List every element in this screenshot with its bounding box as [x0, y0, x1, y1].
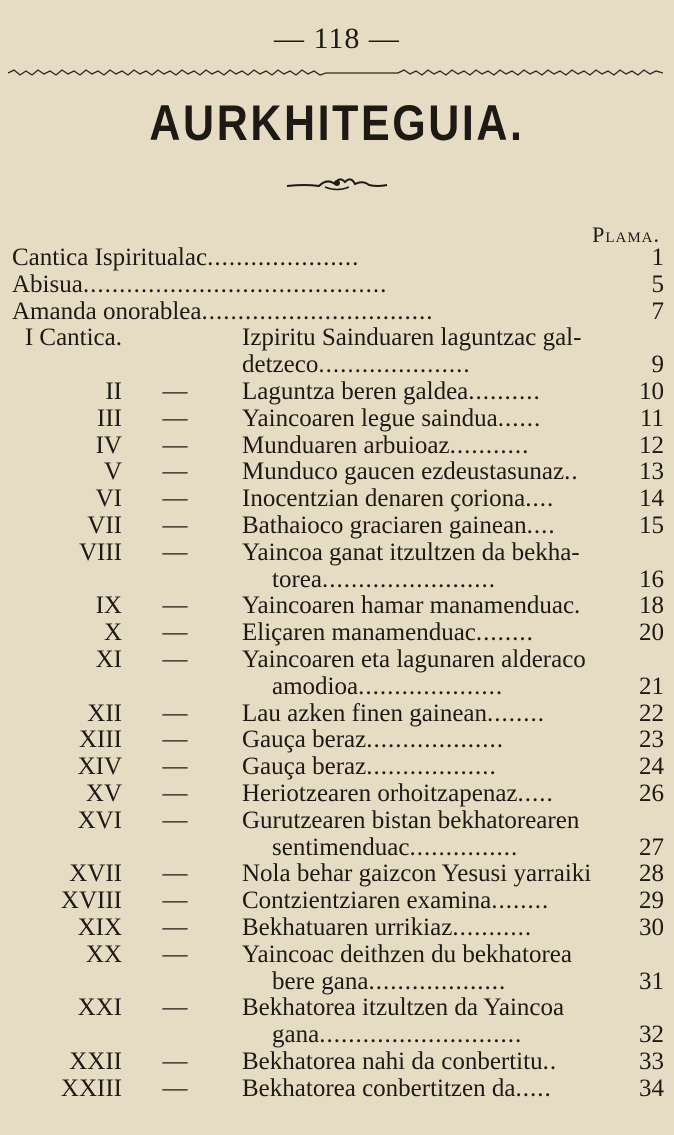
entry-title [242, 754, 497, 780]
entry-title-text: Yaincoa ganat itzultzen da bekha- [242, 538, 580, 566]
page-ref: 26 [639, 780, 664, 807]
entry-dash: — [162, 753, 188, 781]
page-ref: 5 [651, 270, 664, 298]
entry-dash: — [162, 1074, 188, 1102]
entry-title [12, 245, 359, 271]
toc-entry [0, 620, 674, 646]
entry-title [242, 1049, 557, 1075]
entry-title-text: gana [272, 1021, 320, 1049]
entry-title [242, 915, 532, 941]
entry-title-text: Amanda onorablea [12, 297, 202, 325]
entry-title [272, 835, 518, 861]
page-ref: 22 [639, 699, 664, 727]
toc-entry [0, 701, 674, 727]
toc-entry [0, 674, 674, 700]
page-ref: 9 [651, 351, 664, 379]
leader-dots: ............................ [319, 1021, 523, 1049]
entry-title [242, 593, 580, 619]
leader-dots: .......................................... [82, 270, 388, 298]
entry-title-text: Bathaioco graciaren gainean [242, 512, 527, 539]
entry-title [272, 674, 503, 700]
entry-dash: — [162, 404, 188, 432]
entry-title [242, 406, 541, 432]
leader-dots: .................... [358, 672, 504, 700]
toc-entry [0, 861, 674, 887]
chapter-number: XVI [77, 806, 122, 834]
entry-title [242, 433, 529, 459]
entry-title [242, 888, 549, 914]
entry-title-text: Gauça beraz [242, 726, 367, 754]
chapter-number: III [97, 404, 122, 432]
chapter-number: IV [95, 431, 122, 459]
page-ref: 16 [639, 565, 664, 593]
toc-entry [0, 245, 674, 271]
toc-entry [0, 1022, 674, 1048]
leader-dots: ..................... [318, 351, 471, 379]
entry-dash: — [162, 431, 188, 459]
toc-entry [0, 406, 674, 432]
entry-title [242, 1076, 552, 1102]
entry-title-text: Inocentzian denaren çoriona [242, 485, 526, 513]
page-ref: 18 [639, 592, 664, 620]
toc-entry [0, 325, 674, 351]
entry-title [242, 861, 591, 887]
entry-title-text: Gurutzearen bistan bekhatorearen [242, 806, 580, 834]
entry-dash: — [162, 726, 188, 754]
leader-dots: ........ [475, 619, 534, 647]
leader-dots: ........... [452, 914, 533, 941]
leader-dots: ........................ [321, 565, 496, 593]
entry-title [272, 1022, 522, 1048]
leader-dots: ........ [487, 699, 546, 727]
toc-entry [0, 486, 674, 512]
entry-title [242, 379, 541, 405]
chapter-number: XII [87, 699, 122, 727]
chapter-number: XV [85, 780, 122, 807]
chapter-number: XIII [78, 726, 122, 754]
leader-dots: ........... [449, 431, 530, 459]
page-ref: 34 [639, 1074, 664, 1102]
page-ref: 23 [639, 726, 664, 754]
leader-dots: .... [525, 485, 555, 513]
entry-title-text: sentimenduac [272, 833, 410, 861]
leader-dots: .......... [468, 378, 541, 405]
entry-title-text: Laguntza beren galdea [242, 378, 469, 405]
entry-title [242, 701, 545, 727]
entry-title [242, 647, 586, 673]
toc-entry [0, 513, 674, 539]
entry-dash: — [162, 646, 188, 673]
decorative-rule [8, 68, 663, 78]
leader-dots: ..................... [207, 244, 360, 271]
chapter-number: XXI [77, 994, 122, 1022]
toc-entry [0, 727, 674, 753]
toc-entry [0, 433, 674, 459]
chapter-number: XXII [69, 1048, 122, 1075]
entry-title-text: Bekhatorea itzultzen da Yaincoa [242, 994, 565, 1022]
entry-dash: — [162, 699, 188, 727]
leader-dots: ..... [515, 1074, 552, 1102]
toc-entry [0, 781, 674, 807]
leader-dots: ................... [366, 726, 504, 754]
page-ref: 31 [639, 967, 664, 995]
toc-entry [0, 915, 674, 941]
leader-dots: ...... [497, 404, 542, 432]
entry-title-text: Munduaren arbuioaz [242, 431, 450, 459]
entry-dash: — [162, 458, 188, 486]
toc-entry [0, 540, 674, 566]
entry-dash: — [162, 940, 188, 968]
entry-dash: — [162, 512, 188, 539]
entry-title [12, 299, 434, 325]
page-column-header: Plama. [592, 222, 660, 247]
chapter-number: IX [95, 592, 122, 620]
toc-entry [0, 593, 674, 619]
entry-dash: — [162, 806, 188, 834]
page-ref: 29 [639, 887, 664, 915]
page-ref: 28 [639, 860, 664, 888]
toc-entry [0, 647, 674, 673]
toc-entry [0, 567, 674, 593]
page-ref: 20 [639, 619, 664, 647]
chapter-number: XIV [77, 753, 122, 781]
toc-entry [0, 1076, 674, 1102]
toc-entry [0, 969, 674, 995]
entry-title [242, 459, 579, 485]
entry-title [242, 781, 554, 807]
toc-entry [0, 299, 674, 325]
leader-dots: ........ [491, 887, 550, 915]
entry-dash: — [162, 592, 188, 620]
page-ref: 1 [651, 244, 664, 271]
entry-title-text: Nola behar gaizcon Yesusi yarraiki [242, 860, 592, 888]
entry-title [12, 272, 387, 298]
toc-entry [0, 379, 674, 405]
entry-title-text: Heriotzearen orhoitzapenaz [242, 780, 518, 807]
chapter-number: XIX [77, 914, 122, 941]
chapter-number: I Cantica. [24, 324, 122, 352]
chapter-number: XXIII [60, 1074, 122, 1102]
page-ref: 13 [639, 458, 664, 486]
page-ref: 14 [639, 485, 664, 513]
chapter-number: VI [95, 485, 122, 513]
entry-dash: — [162, 994, 188, 1022]
page-ref: 21 [639, 672, 664, 700]
entry-title-text: Contzientziaren examina [242, 887, 492, 915]
entry-title-text: Yaincoaren legue saindua [242, 404, 498, 432]
toc-entry [0, 754, 674, 780]
page-title: AURKHITEGUIA. [149, 95, 525, 151]
toc-entry [0, 835, 674, 861]
chapter-number: XI [95, 646, 122, 673]
page-ref: 24 [639, 753, 664, 781]
entry-title [242, 620, 534, 646]
entry-title [272, 969, 506, 995]
entry-title [242, 486, 554, 512]
chapter-number: XX [85, 940, 122, 968]
entry-dash: — [162, 485, 188, 513]
toc-entry [0, 808, 674, 834]
chapter-number: VII [87, 512, 122, 539]
toc-entry [0, 888, 674, 914]
entry-title-text: torea [272, 565, 322, 593]
entry-title-text: Bekhatorea conbertitzen da [242, 1074, 516, 1102]
leader-dots: .. [564, 458, 579, 486]
leader-dots: .................. [366, 753, 497, 781]
entry-title [242, 942, 572, 968]
entry-dash: — [162, 780, 188, 807]
entry-title-text: Bekhatuaren urrikiaz [242, 914, 453, 941]
entry-title-text: Munduco gaucen ezdeustasunaz [242, 458, 565, 486]
leader-dots: .... [526, 512, 556, 539]
entry-dash: — [162, 860, 188, 888]
page-number: — 118 — [274, 22, 400, 55]
entry-title-text: detzeco [242, 351, 319, 379]
chapter-number: VIII [78, 538, 122, 566]
chapter-number: XVIII [60, 887, 122, 915]
entry-title [272, 567, 496, 593]
entry-dash: — [162, 378, 188, 405]
entry-title-text: Bekhatorea nahi da conbertitu [242, 1048, 543, 1075]
entry-title-text: bere gana [272, 967, 369, 995]
entry-title [242, 325, 581, 351]
entry-title-text: Yaincoaren hamar manamenduac. [242, 592, 581, 620]
page-ref: 11 [639, 404, 664, 432]
entry-title-text: Abisua [12, 270, 83, 298]
chapter-number: V [103, 458, 122, 486]
page-ref: 10 [639, 378, 664, 405]
entry-title-text: Eliçaren manamenduac [242, 619, 476, 647]
toc-entry [0, 942, 674, 968]
page-ref: 33 [639, 1048, 664, 1075]
leader-dots: ............... [409, 833, 519, 861]
page-ref: 7 [651, 297, 664, 325]
entry-dash: — [162, 619, 188, 647]
entry-dash: — [162, 914, 188, 941]
toc-entry [0, 352, 674, 378]
chapter-number: II [105, 378, 122, 405]
page-ref: 12 [639, 431, 664, 459]
toc-entry [0, 1049, 674, 1075]
entry-title [242, 513, 556, 539]
leader-dots: ................................ [201, 297, 434, 325]
entry-title-text: Yaincoac deithzen du bekhatorea [242, 940, 572, 968]
entry-title [242, 995, 564, 1021]
entry-title-text: Yaincoaren eta lagunaren alderaco [242, 646, 586, 673]
page-ref: 30 [639, 914, 664, 941]
leader-dots: .. [542, 1048, 558, 1075]
entry-title [242, 352, 471, 378]
entry-title [242, 540, 580, 566]
entry-dash: — [162, 1048, 188, 1075]
leader-dots: ..... [517, 780, 554, 807]
leader-dots: ................... [368, 967, 507, 995]
toc-entry [0, 459, 674, 485]
ornament-icon [285, 172, 389, 196]
chapter-number: X [103, 619, 122, 647]
entry-title-text: Lau azken finen gainean [242, 699, 488, 727]
entry-title-text: amodioa [272, 672, 359, 700]
entry-dash: — [162, 538, 188, 566]
entry-title-text: Gauça beraz [242, 753, 367, 781]
chapter-number: XVII [69, 860, 122, 888]
entry-title-text: Cantica Ispiritualac [12, 244, 208, 271]
entry-title [242, 727, 504, 753]
page-ref: 32 [639, 1021, 664, 1049]
entry-title-text: Izpiritu Sainduaren laguntzac gal- [242, 324, 582, 352]
entry-title [242, 808, 579, 834]
toc-entry [0, 995, 674, 1021]
toc-entry [0, 272, 674, 298]
page-ref: 15 [639, 512, 664, 539]
entry-dash: — [162, 887, 188, 915]
page-ref: 27 [639, 833, 664, 861]
